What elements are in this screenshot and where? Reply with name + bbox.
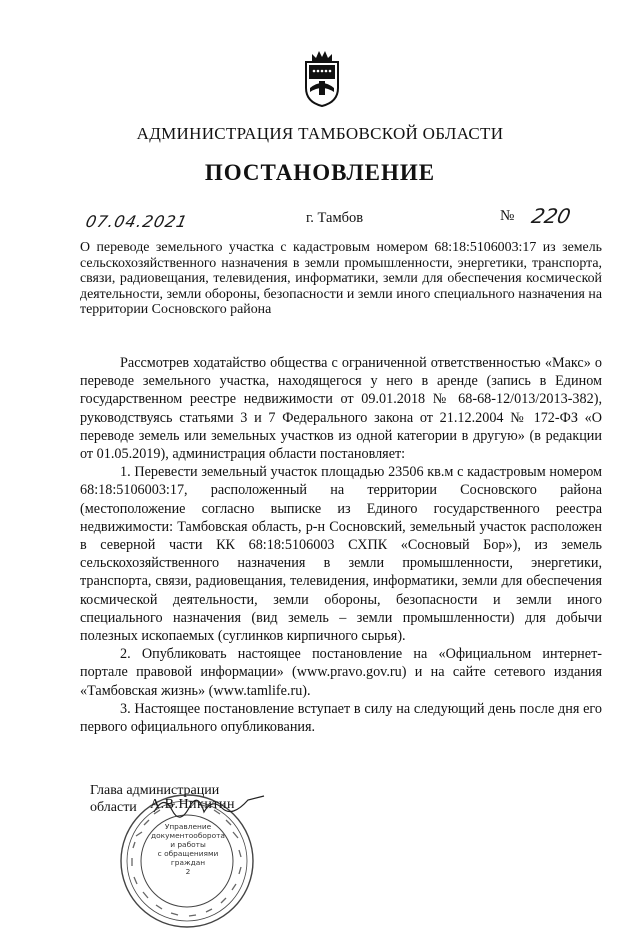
intro-paragraph: Рассмотрев ходатайство общества с ограниченной ответственностью «Макс» о переводе земельного участка, находящегося у него в аренде (запись в Едином государственном реестре недвижимости от 09.01.2018 № 68-68-12/013/2013-382), руководствуясь статьями 3 и 7 Федерального закона от 21.12.2004 № 172-ФЗ «О переводе земель или земельных участков из одной категории в другую» (в редакции от 01.05.2019), администрация области постановляет: [80,355,602,463]
signatory-title: Глава администрации области [90,783,220,815]
administration-title: АДМИНИСТРАЦИЯ ТАМБОВСКОЙ ОБЛАСТИ [136,124,504,143]
stamp-text: Управление документооборота и работы с обращениями граждан 2 [151,822,225,876]
item-2-paragraph: 2. Опубликовать настоящее постановление на «Официальном интернет-портале правовой информации» (www.pravo.gov.ru) и на сайте сетевого издания «Тамбовская жизнь» (www.tamlife.ru). [80,646,602,699]
handwritten-date: 07.04.2021 [83,212,190,231]
signatory-name: А.В.Никитин [150,797,235,812]
document-type-title: ПОСТАНОВЛЕНИЕ [204,160,436,185]
item-3-paragraph: 3. Настоящее постановление вступает в силу на следующий день после дня его первого официального опубликования. [80,700,602,736]
document-subject: О переводе земельного участка с кадастровым номером 68:18:5106003:17 из земель сельскохозяйственного назначения в земли промышленности, энергетики, транспорта, связи, радиовещания, телевидения, информатики, земли для обеспечения космической деятельности, земли обороны, безопасности и земли иного специального назначения на территории Сосновского района [80,240,602,318]
handwritten-signature-icon [152,790,272,820]
number-label: № [500,208,515,224]
document-body [80,354,602,736]
item-1-paragraph: 1. Перевести земельный участок площадью 23506 кв.м с кадастровым номером 68:18:5106003:17, расположенный на территории Сосновского района (местоположение согласно выписке из Единого государственного реестра недвижимости: Тамбовская область, р-н Сосновский, земельный участок расположен в северной части КК 68:18:5106003 СХПК «Сосновый Бор»), из земель сельскохозяйственного назначения в земли промышленности, энергетики, транспорта, связи, радиовещания, телевидения, информатики, земли для обеспечения космической деятельности, земли обороны, безопасности и земли иного специального назначения (вид земель – земли промышленности) для добычи полезных ископаемых (суглинков кирпичного сырья). [80,464,602,645]
handwritten-number: 220 [529,204,573,228]
tambov-coat-of-arms-icon [302,48,342,108]
city: г. Тамбов [306,210,364,226]
